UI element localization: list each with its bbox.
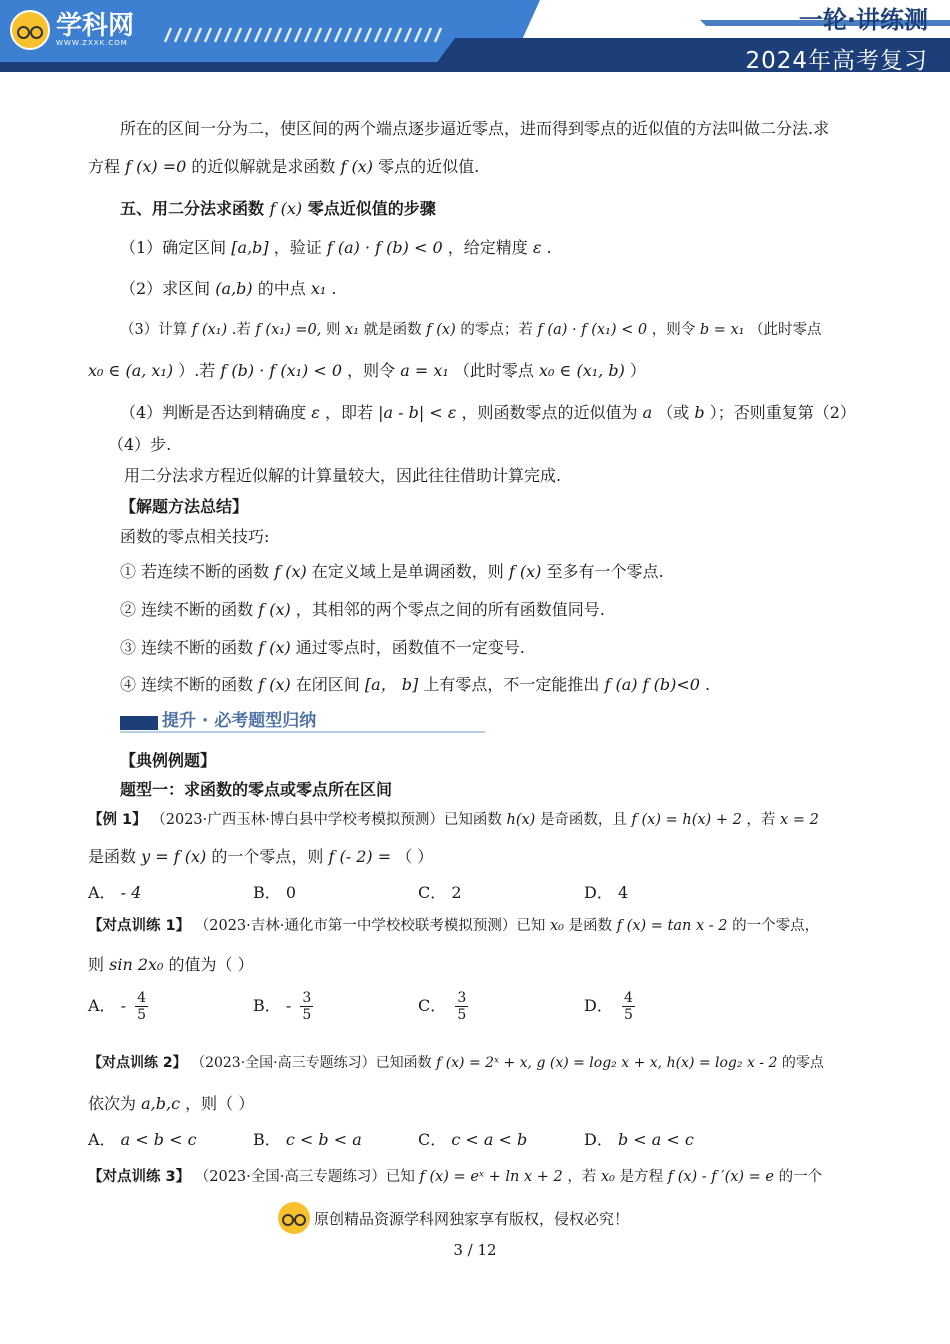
training-2-option-a[interactable]	[88, 1127, 197, 1150]
text: 在闭区间	[295, 675, 360, 694]
text: （2）求区间	[120, 279, 211, 298]
math-expression: f (x) =0	[125, 157, 187, 176]
text: 至多有一个零点.	[546, 562, 664, 581]
text: 的一个零点，	[732, 918, 820, 934]
text: ）.若	[178, 361, 216, 380]
math-expression: x₀ ∈ (a, x₁)	[88, 361, 174, 380]
text: （此时零点	[749, 322, 822, 338]
math-expression: f (x)	[340, 157, 374, 176]
option-value: 4	[617, 883, 629, 902]
tip-3	[120, 635, 525, 658]
fraction-numerator: 4	[623, 990, 633, 1006]
text: （2023·全国·高三专题练习）已知	[194, 1169, 415, 1185]
step-4-line-2: （4）步.	[108, 435, 172, 454]
fraction-denominator: 5	[137, 1007, 147, 1023]
math-expression: f (a) · f (x₁) < 0	[537, 322, 648, 338]
text: 在定义域上是单调函数，则	[311, 562, 504, 581]
text: ）	[629, 361, 646, 380]
math-expression: f (x) = 2ˣ + x, g (x) = log₂ x + x, h(x) = log₂ x - 2	[436, 1055, 778, 1071]
text: ② 连续不断的函数	[120, 600, 254, 619]
option-fraction	[455, 990, 468, 1023]
text: ，给定精度	[447, 238, 528, 257]
training-1-stem-line-2	[88, 952, 254, 975]
math-expression: |a - b| < ε	[378, 403, 457, 422]
option-letter: D．	[584, 996, 613, 1015]
step-3-line-2	[88, 358, 646, 381]
training-2-option-c[interactable]	[418, 1127, 527, 1150]
math-expression: f (x)	[258, 675, 291, 694]
option-letter: A．	[88, 1130, 116, 1149]
text: 是奇函数，且	[539, 812, 627, 828]
step-2	[120, 276, 336, 299]
text: 通过零点时，函数值不一定变号.	[295, 638, 525, 657]
step-3-line-1	[120, 318, 822, 339]
training-2-stem-line-1	[88, 1052, 824, 1072]
math-expression: f (x₁) =0,	[255, 322, 322, 338]
math-expression: f (x)	[269, 199, 303, 218]
math-expression: ε	[311, 403, 320, 422]
option-letter: D．	[584, 1130, 613, 1149]
training-2-option-b[interactable]	[253, 1127, 362, 1150]
text: 是函数	[88, 847, 137, 866]
math-expression: y = f (x)	[141, 847, 207, 866]
text: 的零点	[781, 1055, 824, 1071]
text: 零点的近似值.	[378, 157, 480, 176]
section-banner	[120, 706, 485, 732]
text: （或	[657, 403, 690, 422]
text: ③ 连续不断的函数	[120, 638, 254, 657]
option-sign: -	[120, 996, 127, 1015]
math-expression: x₀	[601, 1169, 615, 1185]
option-value: b < a < c	[617, 1130, 694, 1149]
fraction-denominator: 5	[623, 1007, 633, 1023]
exam-year-title: 2024年高考复习	[745, 48, 928, 74]
text: 依次为	[88, 1094, 137, 1113]
option-value: c < a < b	[451, 1130, 528, 1149]
math-expression: ε	[532, 238, 542, 257]
logo-url: WWW.ZXXK.COM	[56, 39, 128, 47]
math-expression: f (x₁)	[191, 322, 228, 338]
training-1-option-c[interactable]	[418, 990, 468, 1023]
text: ，则令	[651, 322, 696, 338]
training-1-stem-line-1	[88, 914, 819, 935]
page-number: 3 / 12	[453, 1241, 497, 1259]
math-expression: f (b) · f (x₁) < 0	[220, 361, 343, 380]
math-expression: a,b,c	[141, 1094, 181, 1113]
text: ，即若	[324, 403, 373, 422]
text: 是方程	[619, 1169, 664, 1185]
logo-name: 学科网	[56, 11, 135, 41]
option-value: 2	[451, 883, 462, 902]
example-1-option-d[interactable]	[584, 880, 628, 903]
math-expression: a = x₁	[400, 361, 449, 380]
training-label: 【对点训练 1】	[88, 918, 191, 934]
math-expression: f (- 2) =	[328, 847, 392, 866]
option-letter: A．	[88, 883, 116, 902]
math-expression: x₁	[310, 279, 327, 298]
training-label: 【对点训练 2】	[88, 1055, 187, 1071]
math-expression: f (x)	[258, 638, 291, 657]
summary-intro: 函数的零点相关技巧:	[120, 527, 270, 546]
text: 的零点；若	[460, 322, 533, 338]
math-expression: b	[694, 403, 705, 422]
step-4-line-1	[120, 400, 856, 423]
math-expression: x₀ ∈ (x₁, b)	[539, 361, 625, 380]
text: ，则令	[347, 361, 396, 380]
text: 是函数	[568, 918, 613, 934]
section-banner-block	[120, 716, 158, 730]
examples-title: 【典例例题】	[120, 751, 217, 770]
tip-4	[120, 672, 710, 695]
math-expression: f (x)	[274, 562, 307, 581]
text: 的一个	[778, 1169, 823, 1185]
option-letter: B．	[253, 1130, 281, 1149]
option-letter: A．	[88, 996, 116, 1015]
training-2-stem-line-2	[88, 1091, 254, 1114]
example-1-option-b[interactable]	[253, 880, 296, 903]
training-3-stem-line-1	[88, 1165, 822, 1186]
text: ，验证	[273, 238, 322, 257]
text: （2023·全国·高三专题练习）已知函数	[191, 1055, 432, 1071]
math-expression: f (a) · f (b) < 0	[326, 238, 443, 257]
math-expression: f (a) f (b)<0	[604, 675, 700, 694]
text: ）；否则重复第（2）	[709, 403, 856, 422]
option-fraction	[622, 990, 635, 1023]
text: （2023·广西玉林·博白县中学校考模拟预测）已知函数	[151, 812, 502, 828]
paragraph-equation	[88, 154, 479, 177]
logo-mascot-icon	[10, 10, 50, 50]
option-letter: C．	[418, 883, 447, 902]
question-type-1: 题型一：求函数的零点或零点所在区间	[120, 780, 393, 799]
text: （2023·吉林·通化市第一中学校校联考模拟预测）已知	[194, 918, 546, 934]
math-expression: f (x)	[508, 562, 542, 581]
paragraph-calculation: 用二分法求方程近似解的计算量较大，因此往往借助计算完成.	[124, 466, 562, 485]
math-expression: f (x)	[258, 600, 291, 619]
text: 则	[325, 322, 341, 338]
option-value: a < b < c	[120, 1130, 197, 1149]
option-letter: C．	[418, 1130, 447, 1149]
text: 就是函数	[363, 322, 422, 338]
copyright-text: 原创精品资源学科网独家享有版权，侵权必究！	[314, 1209, 630, 1228]
text: ④ 连续不断的函数	[120, 675, 254, 694]
option-fraction	[300, 990, 313, 1023]
summary-title: 【解题方法总结】	[120, 497, 249, 516]
math-expression: f (x) = eˣ + ln x + 2	[419, 1169, 563, 1185]
text: 上有零点，不一定能推出	[423, 675, 600, 694]
fraction-numerator: 3	[302, 990, 312, 1006]
copyright-notice	[278, 1202, 629, 1234]
math-expression: sin 2x₀	[109, 955, 164, 974]
option-fraction	[135, 990, 148, 1023]
text: 的值为（ ）	[168, 955, 254, 974]
math-expression: f (x) = tan x - 2	[616, 918, 728, 934]
text: （4）判断是否达到精确度	[120, 403, 307, 422]
section-heading-5	[120, 196, 436, 219]
math-expression: a	[642, 403, 653, 422]
text: 则	[88, 955, 105, 974]
option-sign: -	[285, 996, 292, 1015]
example-1-option-c[interactable]	[418, 880, 462, 903]
training-2-option-d[interactable]	[584, 1127, 694, 1150]
example-1-stem-line-2	[88, 844, 433, 867]
math-expression: h(x)	[506, 812, 536, 828]
math-expression: f (x)	[426, 322, 456, 338]
text: ，则（ ）	[185, 1094, 255, 1113]
text: ，若	[746, 812, 776, 828]
math-expression: x₁	[345, 322, 360, 338]
text: 方程	[88, 157, 121, 176]
training-label: 【对点训练 3】	[88, 1169, 191, 1185]
tip-2	[120, 597, 605, 620]
section-banner-title: 提升 · 必考题型归纳	[162, 711, 317, 731]
text: .	[705, 675, 711, 694]
fraction-numerator: 4	[137, 990, 147, 1006]
example-1-option-a[interactable]	[88, 880, 141, 903]
text: ，则函数零点的近似值为	[461, 403, 638, 422]
math-expression: f (x) - f ′(x) = e	[667, 1169, 775, 1185]
math-expression: f (x) = h(x) + 2	[631, 812, 742, 828]
step-1	[120, 235, 552, 258]
option-value: c < b < a	[285, 1130, 362, 1149]
page-header	[0, 0, 950, 76]
text: 的中点	[257, 279, 306, 298]
text: （3）计算	[120, 322, 188, 338]
fraction-denominator: 5	[457, 1007, 467, 1023]
text: .	[331, 279, 337, 298]
text: （1）确定区间	[120, 238, 227, 257]
fraction-numerator: 3	[457, 990, 467, 1006]
example-label: 【例 1】	[88, 812, 147, 828]
text: ，其相邻的两个零点之间的所有函数值同号.	[295, 600, 605, 619]
option-value: 0	[285, 883, 297, 902]
option-letter: B．	[253, 996, 281, 1015]
math-expression: (a,b)	[215, 279, 253, 298]
text: （此时零点	[453, 361, 534, 380]
text: 的近似解就是求函数	[191, 157, 336, 176]
math-expression: x = 2	[780, 812, 819, 828]
training-1-option-b[interactable]	[253, 990, 313, 1023]
math-expression: b = x₁	[699, 322, 745, 338]
option-letter: D．	[584, 883, 613, 902]
series-title: 一轮·讲练测	[798, 6, 928, 34]
option-letter: C．	[418, 996, 447, 1015]
training-1-option-a[interactable]	[88, 990, 148, 1023]
math-expression: x₀	[549, 918, 564, 934]
option-value: - 4	[120, 883, 142, 902]
paragraph-bisection-definition	[120, 116, 829, 139]
text: .若	[231, 322, 251, 338]
mascot-icon	[278, 1202, 310, 1234]
option-letter: B．	[253, 883, 281, 902]
math-expression: [a,b]	[231, 238, 269, 257]
text: ，若	[567, 1169, 597, 1185]
section-banner-underline	[120, 731, 485, 733]
tip-1	[120, 559, 664, 582]
heading-text: 零点近似值的步骤	[307, 199, 436, 218]
example-1-stem-line-1	[88, 808, 819, 829]
text: .	[546, 238, 552, 257]
paragraph-text: 所在的区间一分为二，使区间的两个端点逐步逼近零点，进而得到零点的近似值的方法叫做二分法.求	[120, 119, 830, 138]
text: （ ）	[396, 847, 434, 866]
heading-text: 五、用二分法求函数	[120, 199, 265, 218]
text: 的一个零点，则	[211, 847, 324, 866]
brand-logo[interactable]	[10, 10, 134, 50]
math-expression: [a， b]	[364, 675, 419, 694]
text: ① 若连续不断的函数	[120, 562, 270, 581]
fraction-denominator: 5	[302, 1007, 312, 1023]
training-1-option-d[interactable]	[584, 990, 635, 1023]
